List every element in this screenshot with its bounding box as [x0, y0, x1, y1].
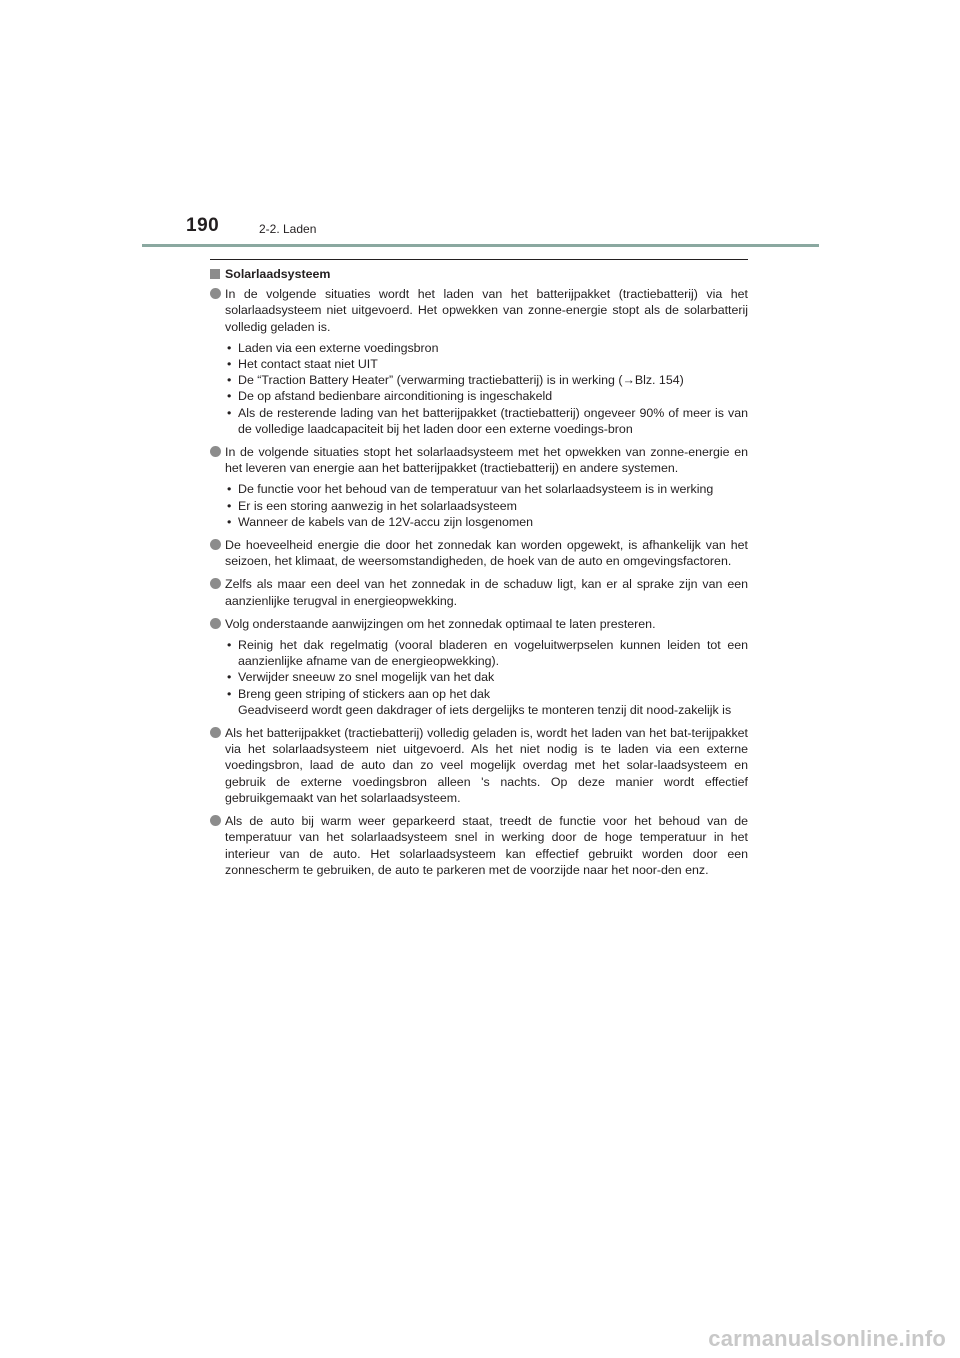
- list-item: • Er is een storing aanwezig in het solarlaadsysteem: [227, 498, 517, 513]
- section-heading: [210, 266, 748, 282]
- circle-bullet-icon: [210, 539, 221, 550]
- circle-bullet-icon: [210, 618, 221, 629]
- circle-bullet-icon: [210, 288, 221, 299]
- square-bullet-icon: [210, 269, 220, 279]
- list-item: • De functie voor het behoud van de temperatuur van het solarlaadsysteem is in werking: [227, 482, 714, 497]
- paragraph-text: Als de auto bij warm weer geparkeerd staat, treedt de functie voor het behoud van de temperatuur van het solarlaadsysteem snel in werking door de hoge temperatuur in het interieur van de auto. Het solarlaadsysteem kan effectief gebruikt worden door een zonnescherm te gebruiken, de auto te parkeren met de voorzijde naar het noor-den enz.: [225, 814, 748, 877]
- list-item: • De “Traction Battery Heater” (verwarming tractiebatterij) is in werking (→Blz. 154): [227, 373, 684, 388]
- sub-list: [225, 340, 748, 437]
- circle-bullet-icon: [210, 446, 221, 457]
- list-item: • Reinig het dak regelmatig (vooral bladeren en vogeluitwerpselen kunnen leiden tot een aanzienlijke afname van de energieopwekking).: [227, 638, 748, 669]
- list-item: • Breng geen striping of stickers aan op het dak Geadviseerd wordt geen dakdrager of iets dergelijks te monteren tenzij dit nood-zakelijk is: [225, 686, 748, 718]
- paragraph: [210, 444, 748, 476]
- list-item-note: Geadviseerd wordt geen dakdrager of iets dergelijks te monteren tenzij dit nood-zakelijk is: [238, 702, 732, 717]
- circle-bullet-icon: [210, 815, 221, 826]
- page-number: 190: [186, 215, 220, 236]
- circle-bullet-icon: [210, 727, 221, 738]
- paragraph: [210, 813, 748, 878]
- list-item: • Als de resterende lading van het batterijpakket (tractiebatterij) ongeveer 90% of meer is van de volledige laadcapaciteit bij het laden door een externe voedings-bron: [227, 405, 748, 436]
- paragraph: [210, 725, 748, 806]
- section-heading-text: Solarlaadsysteem: [225, 267, 331, 281]
- sub-list: [225, 481, 748, 530]
- circle-bullet-icon: [210, 578, 221, 589]
- paragraph-text: Zelfs als maar een deel van het zonnedak in de schaduw ligt, kan er al sprake zijn van een aanzienlijke terugval in energieopwekking.: [225, 577, 748, 608]
- paragraph: [210, 286, 748, 335]
- paragraph: [210, 616, 748, 632]
- paragraph-text: De hoeveelheid energie die door het zonnedak kan worden opgewekt, is afhankelijk van het seizoen, het klimaat, de weersomstandigheden, de hoek van de auto en omgevingsfactoren.: [225, 538, 748, 569]
- section-title: 2-2. Laden: [259, 222, 317, 236]
- paragraph-text: Volg onderstaande aanwijzingen om het zonnedak optimaal te laten presteren.: [225, 616, 656, 631]
- header-rule: [142, 244, 819, 247]
- list-item: • Laden via een externe voedingsbron: [227, 340, 439, 355]
- list-item: • Verwijder sneeuw zo snel mogelijk van het dak: [227, 670, 495, 685]
- paragraph-text: Als het batterijpakket (tractiebatterij) volledig geladen is, wordt het laden van het bat-terijpakket via het solarlaadsysteem niet uitgevoerd. Als het niet nodig is te laden via een externe voedingsbron, laad de auto dan zo veel mogelijk overdag met het solar-laadsysteem en gebruik de externe voedingsbron alleen 's nachts. Op deze manier wordt effectief gebruikgemaakt van het solarlaadsysteem.: [225, 726, 748, 805]
- paragraph-text: In de volgende situaties stopt het solarlaadsysteem met het opwekken van zonne-energie en het leveren van energie aan het batterijpakket (tractiebatterij) en andere systemen.: [225, 445, 748, 476]
- paragraph: [210, 537, 748, 569]
- paragraph-text: In de volgende situaties wordt het laden van het batterijpakket (tractiebatterij) via het solarlaadsysteem niet uitgevoerd. Het opwekken van zonne-energie stopt als de solarbatterij volledig geladen is.: [225, 287, 748, 334]
- watermark: carmanualsonline.info: [708, 1326, 946, 1351]
- list-item: • Het contact staat niet UIT: [227, 357, 378, 372]
- paragraph: [210, 576, 748, 608]
- list-item: • De op afstand bedienbare airconditioning is ingeschakeld: [227, 389, 553, 404]
- content: [210, 266, 748, 885]
- content-rule: [210, 259, 748, 260]
- sub-list: [225, 637, 748, 718]
- list-item: • Wanneer de kabels van de 12V-accu zijn losgenomen: [227, 514, 534, 529]
